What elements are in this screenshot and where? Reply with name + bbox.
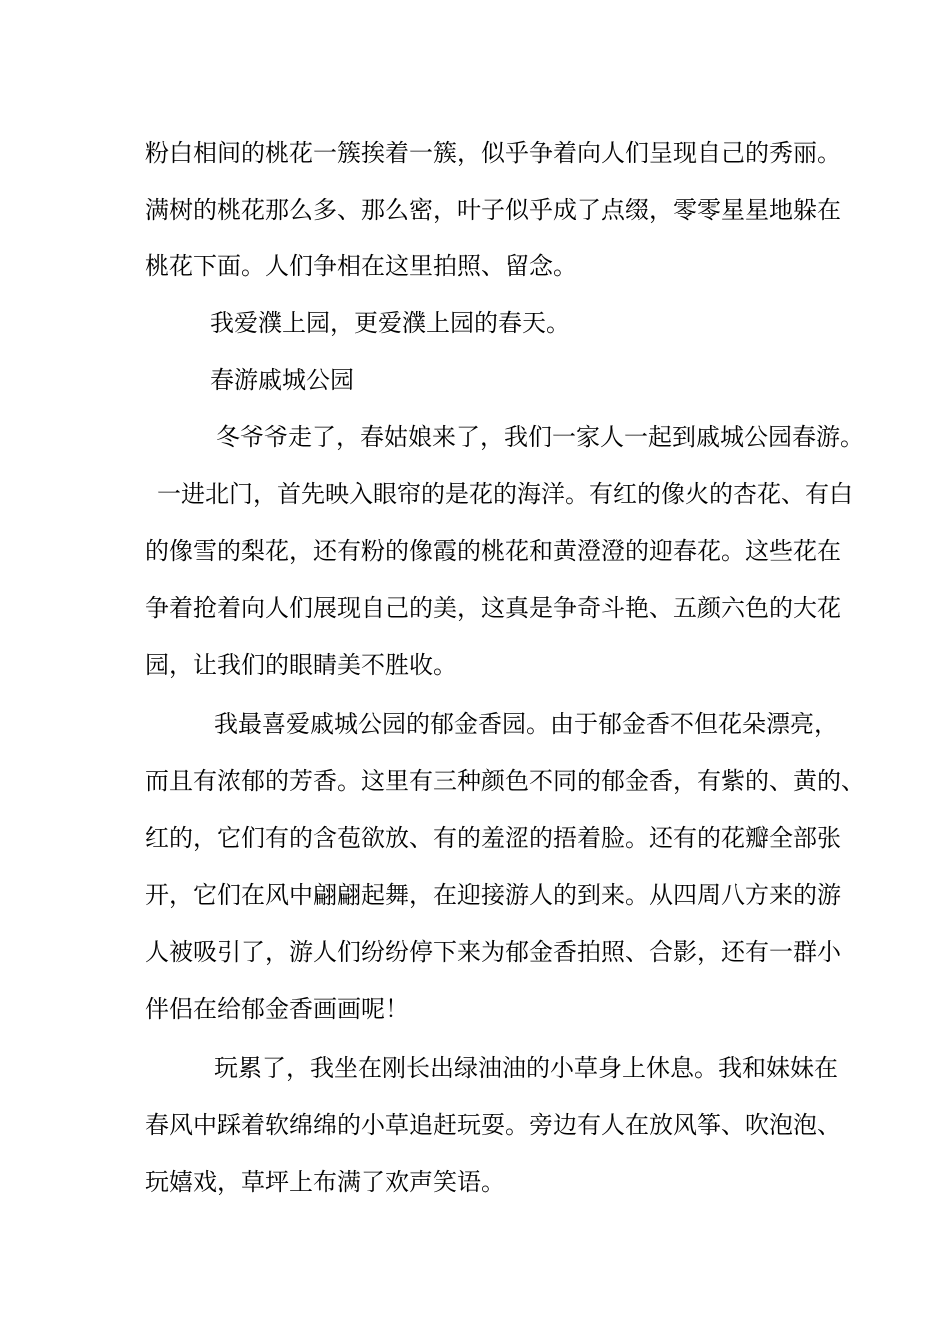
- text-line: 春风中踩着软绵绵的小草追赶玩耍。旁边有人在放风筝、吹泡泡、: [145, 1111, 841, 1139]
- text-line: 我爱濮上园，更爱濮上园的春天。: [210, 309, 570, 337]
- text-line: 冬爷爷走了，春姑娘来了，我们一家人一起到戚城公园春游。: [216, 423, 864, 451]
- text-line: 开，它们在风中翩翩起舞，在迎接游人的到来。从四周八方来的游: [145, 881, 841, 909]
- text-line: 伴侣在给郁金香画画呢！: [145, 995, 409, 1023]
- text-line: 人被吸引了，游人们纷纷停下来为郁金香拍照、合影，还有一群小: [145, 938, 841, 966]
- text-line: 红的，它们有的含苞欲放、有的羞涩的捂着脸。还有的花瓣全部张: [145, 824, 841, 852]
- text-line: 一进北门，首先映入眼帘的是花的海洋。有红的像火的杏花、有白: [157, 480, 853, 508]
- text-line: 玩累了，我坐在刚长出绿油油的小草身上休息。我和妹妹在: [214, 1054, 838, 1082]
- text-line: 我最喜爱戚城公园的郁金香园。由于郁金香不但花朵漂亮，: [214, 710, 838, 738]
- section-title: 春游戚城公园: [210, 366, 354, 394]
- text-line: 玩嬉戏，草坪上布满了欢声笑语。: [145, 1168, 505, 1196]
- text-line: 满树的桃花那么多、那么密，叶子似乎成了点缀，零零星星地躲在: [145, 196, 841, 224]
- text-line: 粉白相间的桃花一簇挨着一簇，似乎争着向人们呈现自己的秀丽。: [145, 139, 841, 167]
- text-line: 桃花下面。人们争相在这里拍照、留念。: [145, 252, 577, 280]
- text-line: 园，让我们的眼睛美不胜收。: [145, 651, 457, 679]
- text-line: 的像雪的梨花，还有粉的像霞的桃花和黄澄澄的迎春花。这些花在: [145, 537, 841, 565]
- text-line: 争着抢着向人们展现自己的美，这真是争奇斗艳、五颜六色的大花: [145, 594, 841, 622]
- text-line: 而且有浓郁的芳香。这里有三种颜色不同的郁金香，有紫的、黄的、: [145, 767, 865, 795]
